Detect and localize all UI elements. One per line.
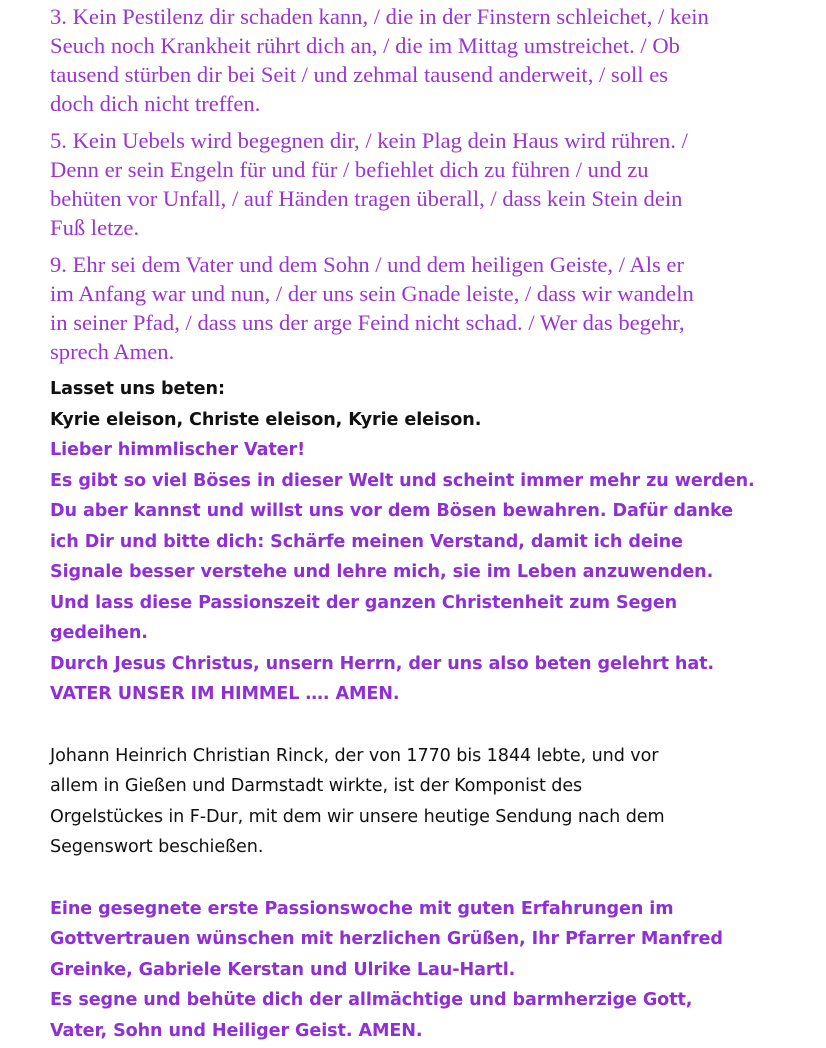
- hymn-verse-3: 3. Kein Pestilenz dir schaden kann, / die in der Finstern schleichet, / kein Seuch noch Krankheit rührt dich an, / die im Mittag umstreichet. / Ob tausend stürben dir bei Seit / und zehmal tausend anderweit, / soll es doch dich nicht treffen.: [50, 4, 709, 116]
- hymn-verse-9: 9. Ehr sei dem Vater und dem Sohn / und dem heiligen Geiste, / Als er im Anfang war und nun, / der uns sein Gnade leiste, / dass wir wandeln in seiner Pfad, / dass uns der arge Feind nicht schad. / Wer das begehr, sprech Amen.: [50, 252, 694, 364]
- composer-note: Johann Heinrich Christian Rinck, der von 1770 bis 1844 lebte, und vor allem in Gießen und Darmstadt wirkte, ist der Komponist des Orgelstückes in F-Dur, mit dem wir unsere heutige Sendung nach dem Segenswort beschießen.: [50, 745, 665, 857]
- closing-greeting: Eine gesegnete erste Passionswoche mit guten Erfahrungen im Gottvertrauen wünschen mit herzlichen Grüßen, Ihr Pfarrer Manfred Greinke, Gabriele Kerstan und Ulrike Lau-Hartl. Es segne und behüte dich der allmächtige und barmherzige Gott, Vater, Sohn und Heiliger Geist. AMEN.: [50, 898, 723, 1041]
- prayer-intro: Lasset uns beten: Kyrie eleison, Christe eleison, Kyrie eleison.: [50, 379, 482, 430]
- document-page: [50, 2, 795, 1046]
- prayer-body: Lieber himmlischer Vater! Es gibt so viel Böses in dieser Welt und scheint immer mehr zu werden. Du aber kannst und willst uns vor dem Bösen bewahren. Dafür danke ich Dir und bitte dich: Schärfe meinen Verstand, damit ich deine Signale besser verstehe und lehre mich, sie im Leben anzuwenden. Und lass diese Passionszeit der ganzen Christenheit zum Segen gedeihen. Durch Jesus Christus, unsern Herrn, der uns also beten gelehrt hat. VATER UNSER IM HIMMEL …. AMEN.: [50, 440, 755, 704]
- hymn-verse-5: 5. Kein Uebels wird begegnen dir, / kein Plag dein Haus wird rühren. / Denn er sein Engeln für und für / befiehlet dich zu führen / und zu behüten vor Unfall, / auf Händen tragen überall, / dass kein Stein dein Fuß letze.: [50, 128, 688, 240]
